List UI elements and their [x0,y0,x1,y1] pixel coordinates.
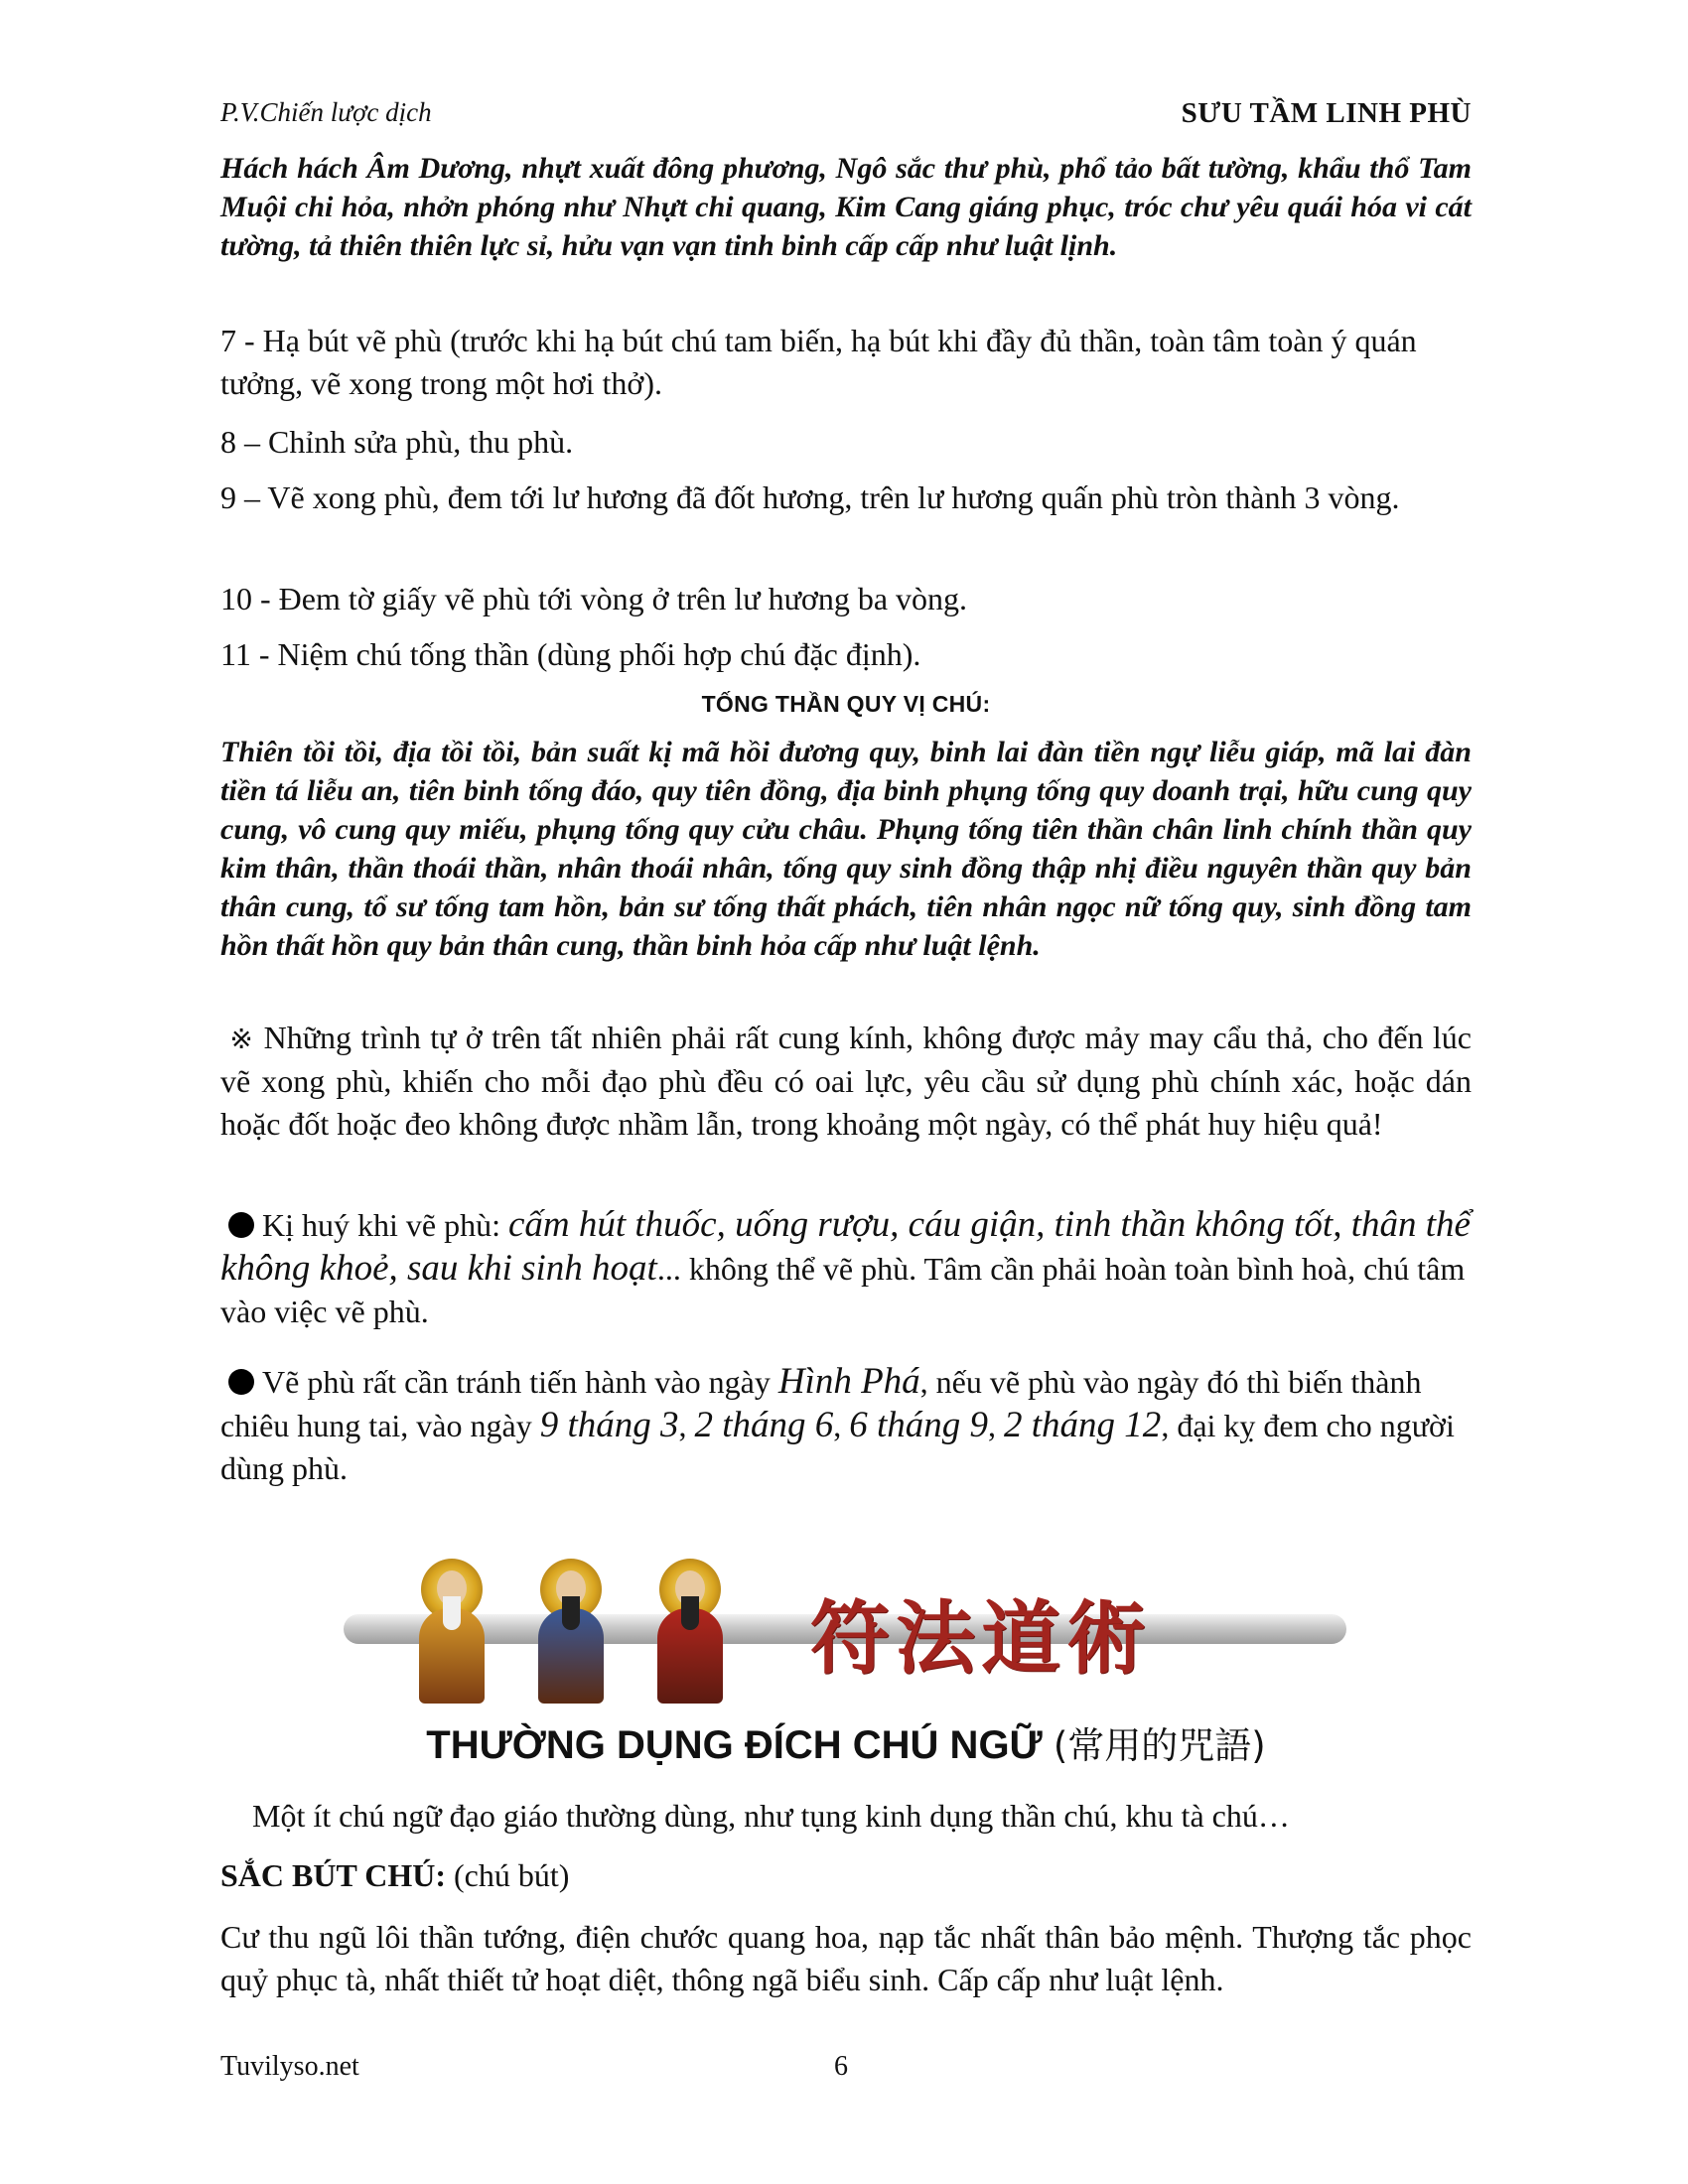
section-intro: Một ít chú ngữ đạo giáo thường dùng, như tụng kinh dụng thần chú, khu tà chú… [252,1798,1290,1834]
main-chant: Thiên tồi tồi, địa tồi tồi, bản suất kị mã hồi đương quy, binh lai đàn tiền ngự liễu giáp, mã lai đàn tiền tá liễu an, tiên binh tống đáo, quy tiên đồng, địa binh phụng tống quy doanh trại, hữu cung quy cung, vô cung quy miếu, phụng tống quy cửu châu. Phụng tống tiên thần chân linh chính thần quy kim thân, thần thoái thần, nhân thoái nhân, tống quy sinh đồng thập nhị điều nguyên thần quy bản thân cung, tổ sư tống tam hồn, bản sư tống thất phách, tiên nhân ngọc nữ tống quy, sinh đồng tam hồn thất hồn quy bản thân cung, thần binh hỏa cấp như luật lệnh. [220,736,1472,962]
deity-figure-icon [532,1557,610,1706]
page-header [220,97,1472,137]
step-8: 8 – Chỉnh sửa phù, thu phù. [220,424,574,460]
step-10: 10 - Đem tờ giấy vẽ phù tới vòng ở trên lư hương ba vòng. [220,581,968,616]
intro-chant: Hách hách Âm Dương, nhựt xuất đông phương, Ngô sắc thư phù, phổ tảo bất tường, khẩu thổ Tam Muội chi hỏa, nhởn phóng như Nhựt chi quang, Kim Cang giáng phục, tróc chư yêu quái hóa vi cát tường, tả thiên thiên lực sỉ, hửu vạn vạn tinh binh cấp cấp như luật lịnh. [220,152,1472,262]
spell-name: SẮC BÚT CHÚ: [220,1857,446,1893]
bullet-dot [228,1369,254,1395]
taboo2-date: 9 tháng 3 [539,1405,679,1445]
spell-text: Cư thu ngũ lôi thần tướng, điện chước quang hoa, nạp tắc nhất thân bảo mệnh. Thượng tắc phọc quỷ phục tà, nhất thiết tử hoạt diệt, thông ngã biểu sinh. Cấp cấp như luật lệnh. [220,1919,1472,1997]
taboo1-italic: cấm hút thuốc, uống rượu, cáu giận, tinh thần không tốt, thân thể không khoẻ, sau khi sinh hoạt [220,1204,1471,1289]
step-7: 7 - Hạ bút vẽ phù (trước khi hạ bút chú tam biến, hạ bút khi đầy đủ thần, toàn tâm toàn ý quán tưởng, vẽ xong trong một hơi thở). [220,323,1417,401]
step-9: 9 – Vẽ xong phù, đem tới lư hương đã đốt hương, trên lư hương quấn phù tròn thành 3 vòng. [220,479,1400,515]
spell-note: (chú bút) [454,1857,570,1893]
taboo2-date: 6 tháng 9 [849,1405,989,1445]
page-number: 6 [834,2051,848,2082]
deity-figure-icon [651,1557,729,1706]
section-heading: TỐNG THẦN QUY VỊ CHÚ: [701,691,991,717]
note-paragraph [220,1017,1472,1146]
spell-heading [220,1854,1472,1897]
header-title: SƯU TẦM LINH PHÙ [1181,97,1472,129]
section-title-cn: (常用的咒語) [1053,1724,1266,1767]
bullet-dot [228,1212,254,1238]
header-translator: P.V.Chiến lược dịch [220,97,432,127]
taboo2-date: 2 tháng 6 [694,1405,834,1445]
taboo1-lead: Kị huý khi vẽ phù: [262,1207,508,1243]
deity-figure-icon [413,1557,491,1706]
banner-chinese-text: 符法道術 [810,1591,1152,1685]
taboo2-tail: đại kỵ đem cho người dùng phù. [220,1408,1455,1486]
step-11: 11 - Niệm chú tống thần (dùng phối hợp chú đặc định). [220,636,921,672]
section-title [220,1715,1472,1769]
taboo2-date: 2 tháng 12 [1004,1405,1162,1445]
taboo2-mid: , nếu vẽ phù vào ngày đó thì biến thành chiêu hung tai, vào ngày [220,1364,1422,1443]
taboo1-tail: ... không thể vẽ phù. Tâm cần phải hoàn toàn bình hoà, chú tâm vào việc vẽ phù. [220,1251,1466,1329]
taboo2-lead: Vẽ phù rất cần tránh tiến hành vào ngày [262,1364,778,1400]
note-symbol: ※ [229,1023,255,1055]
taboo2-day-name: Hình Phá [777,1361,920,1402]
section-title-vi: THƯỜNG DỤNG ĐÍCH CHÚ NGỮ [426,1723,1043,1767]
taboo-paragraph-2: Vẽ phù rất cần tránh tiến hành vào ngày Hình Phá, nếu vẽ phù vào ngày đó thì biến thành chiêu hung tai, vào ngày 9 tháng 3, 2 tháng 6, 6 tháng 9, 2 tháng 12, đại kỵ đem cho người dùng phù. [220,1361,1455,1486]
note-text: Những trình tự ở trên tất nhiên phải rất cung kính, không được mảy may cẩu thả, cho đến lúc vẽ xong phù, khiến cho mỗi đạo phù đều có oai lực, yêu cầu sử dụng phù chính xác, hoặc dán hoặc đốt hoặc đeo không được nhầm lẫn, trong khoảng một ngày, có thể phát huy hiệu quả! [220,1020,1473,1142]
footer-site: Tuvilyso.net [220,2051,359,2082]
taboo-paragraph-1 [220,1203,1472,1333]
decorative-banner [344,1557,1346,1707]
